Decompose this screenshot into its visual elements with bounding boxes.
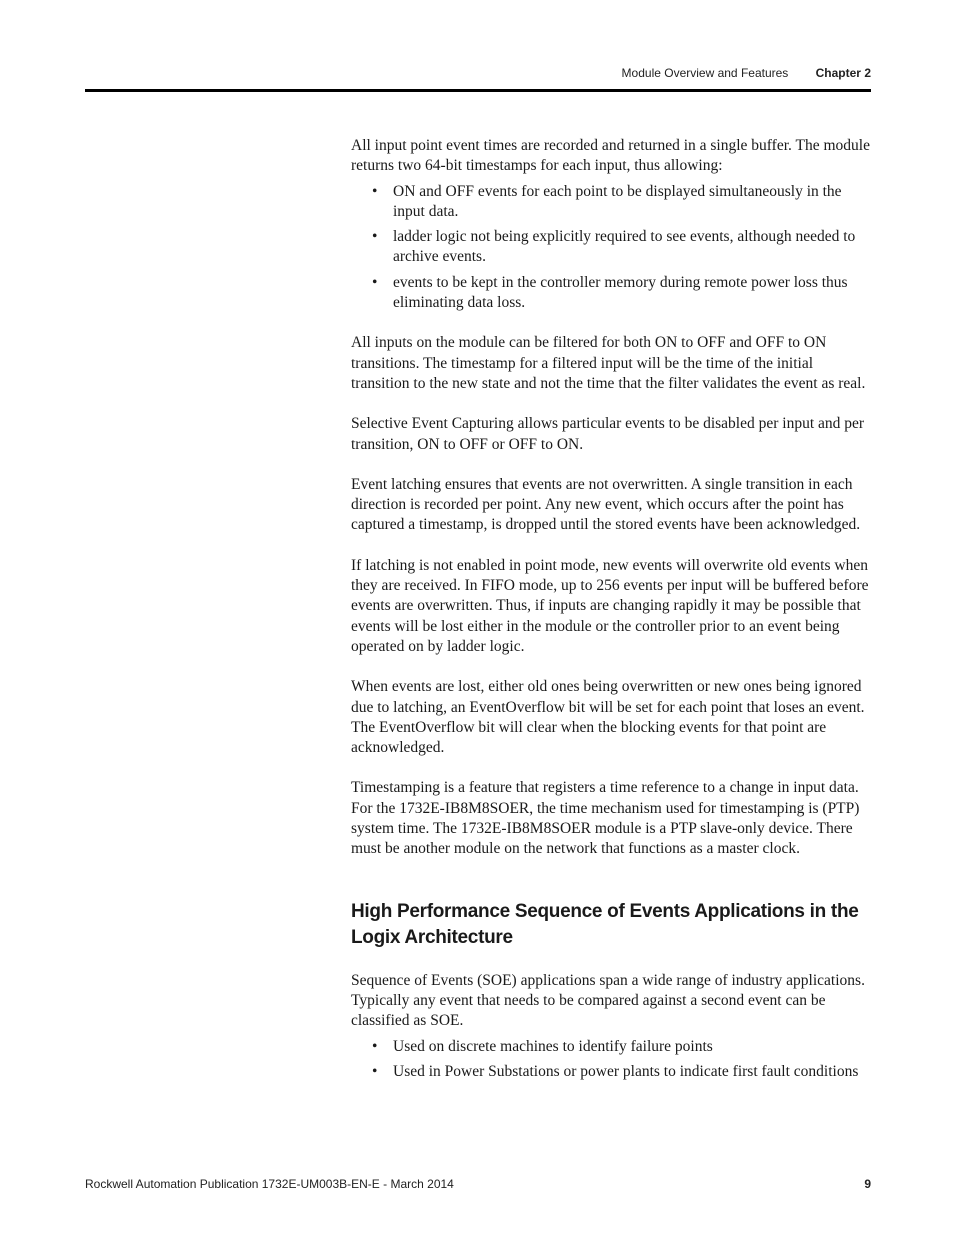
list-item [351, 1062, 871, 1082]
list-item [351, 227, 871, 268]
page-content [351, 136, 871, 1087]
bullet-icon: • [372, 1062, 378, 1080]
bullet-icon: • [372, 273, 378, 291]
footer-publication: Rockwell Automation Publication 1732E-UM003B-EN-E - March 2014 [85, 1177, 454, 1191]
body-paragraph: Event latching ensures that events are not overwritten. A single transition in each direction is recorded per point. Any new event, which occurs after the point has captured a timestamp, is dropped until the stored events have been acknowledged. [351, 475, 861, 534]
header-rule [85, 89, 871, 92]
list-item [351, 182, 871, 223]
list-item [351, 1037, 871, 1057]
intro-paragraph: All input point event times are recorded and returned in a single buffer. The module returns two 64-bit timestamps for each input, thus allowing: [351, 137, 870, 175]
list-item [351, 273, 871, 314]
body-paragraph: If latching is not enabled in point mode, new events will overwrite old events when they are received. In FIFO mode, up to 256 events per input will be buffered before events are overwritten. Thus, if inputs are changing rapidly it may be possible that events will be lost either in the module or the controller prior to an event being operated on by ladder logic. [351, 556, 869, 655]
bullet-icon: • [372, 228, 378, 246]
header-chapter: Chapter 2 [815, 66, 871, 80]
list-item-text: events to be kept in the controller memory during remote power loss thus eliminating data loss. [393, 273, 848, 312]
page-number: 9 [864, 1177, 871, 1191]
bullet-icon: • [372, 182, 378, 200]
running-header [622, 66, 871, 80]
section-heading: High Performance Sequence of Events Applications in the Logix Architecture [351, 900, 859, 948]
body-paragraph: All inputs on the module can be filtered for both ON to OFF and OFF to ON transitions. The timestamp for a filtered input will be the time of the initial transition to the new state and not the time that the filter validates the event as real. [351, 334, 866, 392]
body-paragraph: Selective Event Capturing allows particular events to be disabled per input and per transition, ON to OFF or OFF to ON. [351, 415, 865, 453]
body-paragraph: Timestamping is a feature that registers a time reference to a change in input data. For the 1732E-IB8M8SOER, the time mechanism used for timestamping is (PTP) system time. The 1732E-IB8M8SOER module is a PTP slave-only device. There must be another module on the network that functions as a master clock. [351, 779, 860, 858]
list-item-text: Used on discrete machines to identify failure points [393, 1037, 713, 1055]
intro-bullet-list [351, 182, 871, 314]
body-paragraph: When events are lost, either old ones being overwritten or new ones being ignored due to latching, an EventOverflow bit will be set for each point that loses an event. The EventOverflow bit will clear when the blocking events for that point are acknowledged. [351, 678, 865, 757]
soe-intro-paragraph: Sequence of Events (SOE) applications span a wide range of industry applications. Typically any event that needs to be compared against a second event can be classified as SOE. [351, 971, 865, 1030]
list-item-text: ladder logic not being explicitly required to see events, although needed to archive events. [393, 228, 856, 266]
soe-bullet-list [351, 1037, 871, 1083]
list-item-text: Used in Power Substations or power plants to indicate first fault conditions [393, 1062, 859, 1080]
bullet-icon: • [372, 1037, 378, 1055]
list-item-text: ON and OFF events for each point to be displayed simultaneously in the input data. [393, 182, 842, 220]
header-section-title: Module Overview and Features [621, 66, 789, 80]
